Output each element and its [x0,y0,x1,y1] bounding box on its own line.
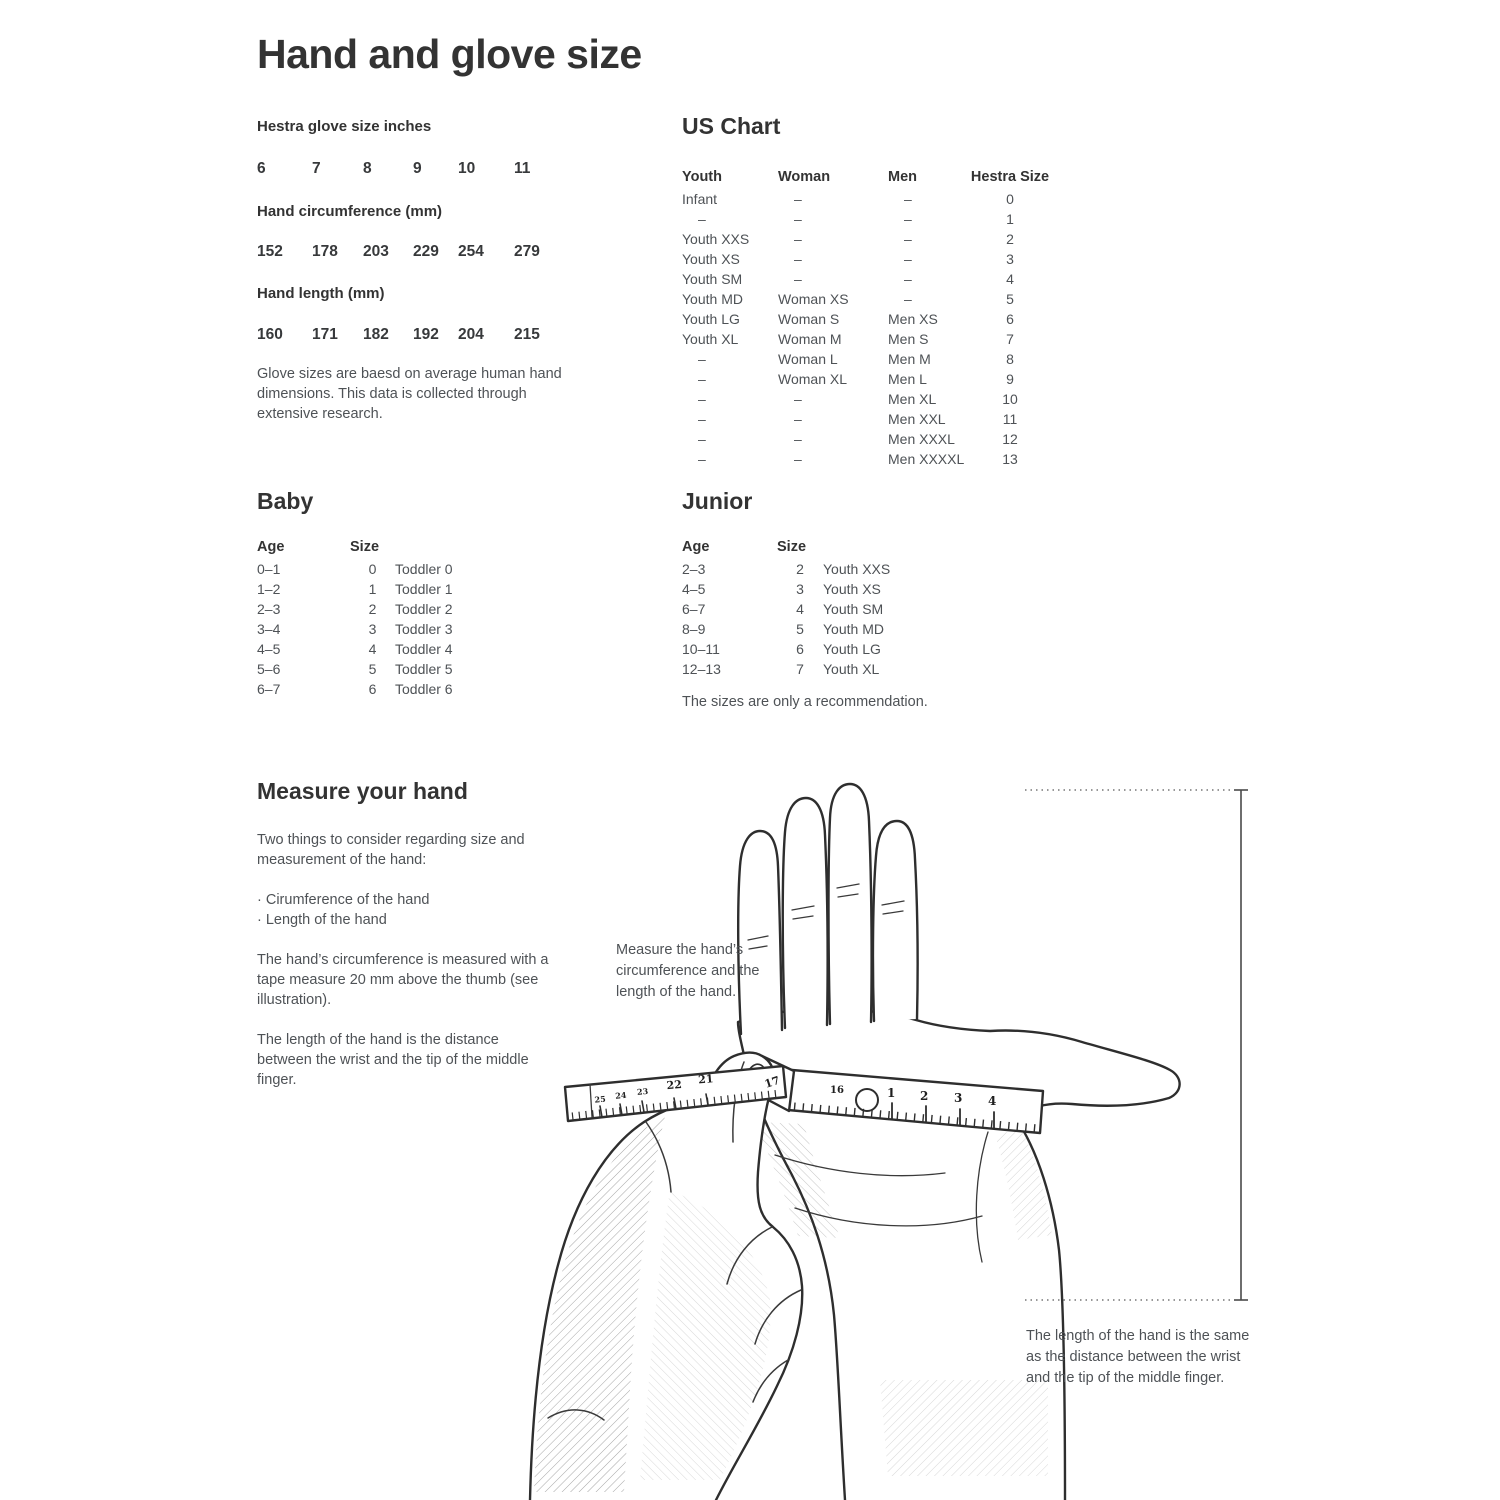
cell: 6 [796,641,804,657]
table-row [682,599,1042,619]
circumference-value: 254 [458,243,484,260]
cell: 2 [1006,231,1014,247]
size-value: 7 [312,160,321,177]
cell: Youth LG [823,641,881,657]
cell: 10 [1002,391,1018,407]
cell: Toddler 6 [395,681,453,697]
length-paragraph: The length of the hand is the distance between the wrist and the tip of the middle finger. [257,1032,529,1088]
cell: Toddler 5 [395,661,453,677]
column-header: Youth [682,169,722,185]
cell: – [698,431,706,447]
svg-text:23: 23 [636,1085,649,1097]
table-row [257,579,597,599]
cell: Men XL [888,391,937,407]
cell: – [904,231,912,247]
cell: 0–1 [257,561,281,577]
table-row [682,639,1042,659]
baby-header [257,537,597,557]
cell: – [698,351,706,367]
cell: 11 [1002,411,1018,427]
table-row [682,449,1062,469]
table-row [682,389,1062,409]
circumference-caption: Measure the hand’s circumference and the length of the hand. [616,942,760,1000]
cell: Woman S [778,311,840,327]
junior-title: Junior [682,488,753,514]
circumference-paragraph: The hand’s circumference is measured with a tape measure 20 mm above the thumb (see illustration). [257,952,549,1008]
table-row [682,209,1062,229]
cell: – [794,431,802,447]
junior-rows [682,559,1042,679]
hand-length-caption: The length of the hand is the same as the distance between the wrist and the tip of the middle finger. [1026,1328,1250,1386]
cell: 7 [796,661,804,677]
column-header: Age [257,539,285,555]
sizes-note: Glove sizes are baesd on average human hand dimensions. This data is collected through extensive research. [257,366,562,422]
cell: – [904,211,912,227]
length-value: 171 [312,326,338,343]
circumference-value: 229 [413,243,439,260]
size-value: 8 [363,160,372,177]
table-row [257,679,597,699]
table-row [257,559,597,579]
column-header: Age [682,539,710,555]
ring-finger [783,798,828,1028]
cell: Men XXL [888,411,946,427]
cell: 3–4 [257,621,281,637]
cell: 9 [1006,371,1014,387]
cell: 1 [368,581,377,597]
cell: Youth XL [823,661,880,677]
cell: Woman XL [778,371,847,387]
table-row [682,559,1042,579]
cell: 4–5 [682,581,706,597]
cell: 4 [1006,271,1014,287]
circumference-label: Hand circumference (mm) [257,203,443,220]
size-value: 10 [458,160,476,177]
cell: – [698,211,706,227]
tape-rivet [856,1089,878,1111]
cell: Toddler 3 [395,621,453,637]
cell: Youth MD [682,291,743,307]
cell: 7 [1006,331,1014,347]
cell: 6–7 [257,681,281,697]
cell: Men M [888,351,931,367]
cell: – [698,371,706,387]
cell: 0 [1006,191,1014,207]
middle-finger [829,784,872,1024]
inches-values [257,160,577,178]
cell: 10–11 [682,641,720,657]
length-value: 204 [458,326,484,343]
table-row [682,329,1062,349]
cell: Men XS [888,311,938,327]
cell: 5 [796,621,804,637]
baby-section [257,487,597,699]
cell: Woman L [778,351,838,367]
table-row [682,189,1062,209]
cell: 2 [796,561,804,577]
cell: – [698,391,706,407]
cell: 4 [368,641,377,657]
cell: Men XXXL [888,431,955,447]
cell: Youth MD [823,621,884,637]
cell: Youth XL [682,331,739,347]
table-row [682,369,1062,389]
us-chart-header [682,167,1062,187]
size-value: 9 [413,160,422,177]
pinky-finger [738,831,782,1034]
cell: 3 [1006,251,1014,267]
length-label: Hand length (mm) [257,285,385,302]
table-row [682,309,1062,329]
bullet-item: · Length of the hand [257,910,567,930]
cell: 5–6 [257,661,281,677]
svg-text:21: 21 [697,1072,715,1087]
svg-text:25: 25 [594,1093,607,1105]
cell: 6–7 [682,601,706,617]
column-header: Men [888,169,917,185]
svg-text:24: 24 [614,1089,627,1101]
table-row [682,409,1062,429]
cell: 3 [368,621,377,637]
recommendation-note: The sizes are only a recommendation. [682,694,928,710]
measure-intro: Two things to consider regarding size and measurement of the hand: [257,832,525,868]
cell: – [794,451,802,467]
cell: 2–3 [257,601,281,617]
cell: – [794,251,802,267]
length-value: 215 [514,326,540,343]
hand-measurement-illustration [520,770,1260,1500]
circumference-value: 178 [312,243,338,260]
length-value: 160 [257,326,283,343]
size-value: 11 [514,160,531,177]
size-value: 6 [257,160,266,177]
table-row [682,349,1062,369]
cell: Youth SM [682,271,743,287]
column-header: Hestra Size [970,169,1050,185]
table-row [682,229,1062,249]
cell: 4–5 [257,641,281,657]
cell: – [698,411,706,427]
cell: – [904,191,912,207]
cell: 1 [1006,211,1014,227]
length-value: 182 [363,326,389,343]
junior-section [682,487,1042,710]
circumference-value: 152 [257,243,283,260]
page-title: Hand and glove size [257,31,642,77]
cell: 3 [796,581,804,597]
cell: 5 [1006,291,1014,307]
cell: 13 [1002,451,1018,467]
cell: Toddler 1 [395,581,453,597]
cell: – [794,191,802,207]
cell: Youth SM [823,601,884,617]
cell: – [794,231,802,247]
column-header: Size [350,539,380,555]
circumference-value: 279 [514,243,540,260]
cell: Toddler 2 [395,601,453,617]
cell: 6 [1006,311,1014,327]
svg-text:16: 16 [830,1085,844,1096]
cell: Youth XS [682,251,740,267]
cell: 12 [1002,431,1018,447]
measure-title: Measure your hand [257,778,468,804]
cell: – [794,211,802,227]
svg-text:22: 22 [666,1077,683,1093]
svg-text:4: 4 [988,1094,997,1108]
cell: – [904,291,912,307]
cell: Youth XXS [823,561,891,577]
cell: 4 [796,601,804,617]
table-row [682,579,1042,599]
cell: – [794,411,802,427]
cell: Youth LG [682,311,740,327]
svg-text:17: 17 [762,1073,782,1091]
cell: – [794,391,802,407]
column-header: Woman [778,169,831,185]
length-value: 192 [413,326,439,343]
us-chart-section [682,112,1062,469]
length-values [257,326,577,344]
cell: – [794,271,802,287]
table-row [682,269,1062,289]
baby-title: Baby [257,488,314,514]
inches-label: Hestra glove size inches [257,118,432,135]
cell: Youth XS [823,581,881,597]
cell: 6 [368,681,377,697]
circumference-value: 203 [363,243,389,260]
cell: 8 [1006,351,1014,367]
table-row [682,619,1042,639]
cell: Youth XXS [682,231,750,247]
cell: – [904,271,912,287]
cell: – [698,451,706,467]
svg-text:1: 1 [887,1086,896,1100]
cell: 2–3 [682,561,706,577]
table-row [682,289,1062,309]
cell: 0 [368,561,377,577]
cell: Toddler 4 [395,641,453,657]
us-chart-rows [682,189,1062,469]
cell: 12–13 [682,661,721,677]
table-row [257,599,597,619]
junior-header [682,537,1042,557]
cell: 8–9 [682,621,706,637]
table-row [257,619,597,639]
cell: Toddler 0 [395,561,453,577]
index-finger [873,821,918,1021]
column-header: Size [777,539,807,555]
table-row [257,659,597,679]
bullet-item: · Cirumference of the hand [257,890,567,910]
cell: 2 [368,601,377,617]
table-row [682,249,1062,269]
cell: Men XXXXL [888,451,965,467]
svg-text:2: 2 [920,1089,929,1103]
cell: 5 [368,661,377,677]
svg-text:3: 3 [954,1091,963,1105]
cell: – [904,251,912,267]
cell: 1–2 [257,581,281,597]
table-row [682,429,1062,449]
cell: Infant [682,191,718,207]
cell: Men S [888,331,929,347]
circumference-values [257,243,577,261]
table-row [682,659,1042,679]
table-row [257,639,597,659]
cell: Woman XS [778,291,849,307]
baby-rows [257,559,597,699]
cell: Woman M [778,331,842,347]
us-chart-title: US Chart [682,113,781,139]
cell: Men L [888,371,927,387]
